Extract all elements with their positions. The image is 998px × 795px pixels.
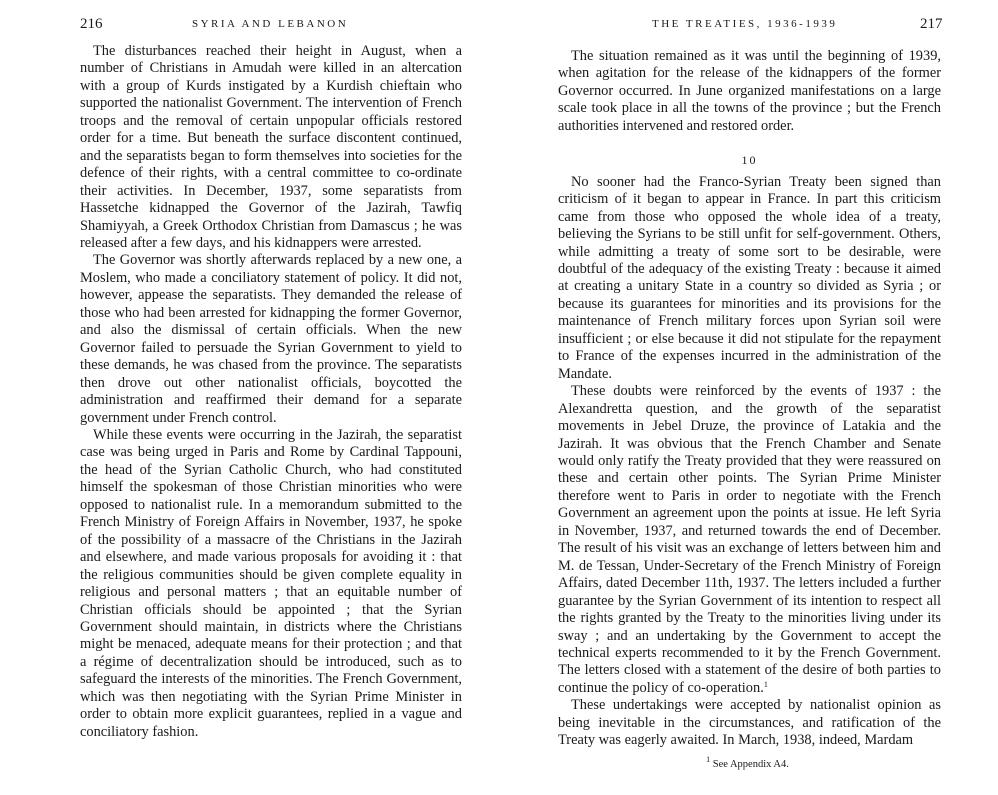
- paragraph: These undertakings were accepted by nationalist opinion as being inevitable in the circumstances, and ratification of the Treaty was eagerly awaited. In March, 1938, indeed, Mardam: [558, 697, 941, 749]
- running-head: SYRIA AND LEBANON: [192, 18, 349, 30]
- page-number: 216: [80, 16, 103, 32]
- paragraph: No sooner had the Franco-Syrian Treaty been signed than criticism of it began to appear in France. In part this criticism came from those who opposed the whole idea of a treaty, believing the Syrians to be still unfit for self-government. Others, while admitting a treaty of some sort to be desirable, were doubtful of the adequacy of the existing Treaty : because it aimed at creating a unitary State in a country so divided as Syria ; or because its guarantees for minorities and its provisions for the maintenance of French military forces upon Syrian soil were insufficient ; or else because it did not stipulate for the repayment to France of the expenses incurred in the administration of the Mandate.: [558, 173, 941, 382]
- paragraph: The situation remained as it was until the beginning of 1939, when agitation for the release of the kidnappers of the former Governor occurred. In June organized manifestations on a large scale took place in all the towns of the province ; but the French authorities intervened and restored order.: [558, 48, 941, 134]
- running-head: THE TREATIES, 1936-1939: [652, 18, 838, 30]
- footnote-marker: 1: [763, 679, 768, 689]
- paragraph: While these events were occurring in the Jazirah, the separatist case was being urged in Paris and Rome by Cardinal Tappouni, the head of the Syrian Catholic Church, who had constituted himself the spokesman of those Christian minorities who were opposed to nationalist rule. In a memorandum submitted to the French Ministry of Foreign Affairs in November, 1937, he spoke of the possibility of a massacre of the Christians in the Jazirah and elsewhere, and made various proposals for avoiding it : that the religious communities should be given complete equality in religious and personal matters ; that an equitable number of Christian officials should be appointed ; that the Syrian Government should maintain, in districts where the Christians might be menaced, adequate means for their protection ; and that a régime of decentralization should be introduced, such as to safeguard the interests of the minorities. The French Government, which was then negotiating with the Syrian Prime Minister in order to obtain more explicit guarantees, replied in a vague and conciliatory fashion.: [80, 426, 462, 740]
- right-page: [499, 0, 998, 795]
- page-body: [558, 48, 941, 773]
- page-number: 217: [920, 16, 943, 32]
- footnote: [558, 756, 941, 773]
- paragraph: The disturbances reached their height in August, when a number of Christians in Amudah were killed in an altercation with a group of Kurds instigated by a Kurdish chieftain who supported the nationalist Government. The intervention of French troops and the removal of certain unpopular officials restored order for a time. But beneath the surface discontent continued, and the separatists began to form themselves into societies for the defence of their rights, with a central committee to co-ordinate their activities. In December, 1937, some separatists from Hassetche kidnapped the Governor of the Jazirah, Tawfiq Shamiyyah, a Greek Orthodox Christian from Damascus ; he was released after a few days, and his kidnappers were arrested.: [80, 43, 462, 251]
- footnote-marker: 1: [706, 754, 711, 764]
- paragraph: The Governor was shortly afterwards replaced by a new one, a Moslem, who made a conciliatory statement of policy. It did not, however, appease the separatists. They demanded the release of those who had been arrested for kidnapping the former Governor, and also the dismissal of certain officials. When the new Governor failed to persuade the Syrian Government to yield to these demands, he was chased from the province. The separatists then drove out other nationalist officials, boycotted the administration and reaffirmed their demand for a separate government under French control.: [80, 252, 462, 426]
- paragraph: [558, 383, 941, 697]
- footnote-text: See Appendix A4.: [712, 758, 789, 770]
- paragraph-text: These doubts were reinforced by the events of 1937 : the Alexandretta question, and the growth of the separatist movements in Jebel Druze, the province of Latakia and the Jazirah. It was obvious that the French Chamber and Senate would only ratify the Treaty provided that they were reassured on these and certain other points. The Syrian Prime Minister therefore went to Paris in order to negotiate with the French Government an agreement upon the points at issue. He left Syria in November, 1937, and returned towards the end of December. The result of his visit was an exchange of letters between him and M. de Tessan, Under-Secretary of the French Ministry of Foreign Affairs, dated December 11th, 1937. The letters included a further guarantee by the Syrian Government of its intention to respect all the rights granted by the Treaty to the minorities living under its sway ; and an undertaking by the Government to accept the technical experts recommended to it by the French Government. The letters closed with a statement of the desire of both parties to continue the policy of co-operation.: [558, 383, 941, 696]
- page-body: [80, 43, 462, 741]
- section-number: 10: [741, 153, 758, 168]
